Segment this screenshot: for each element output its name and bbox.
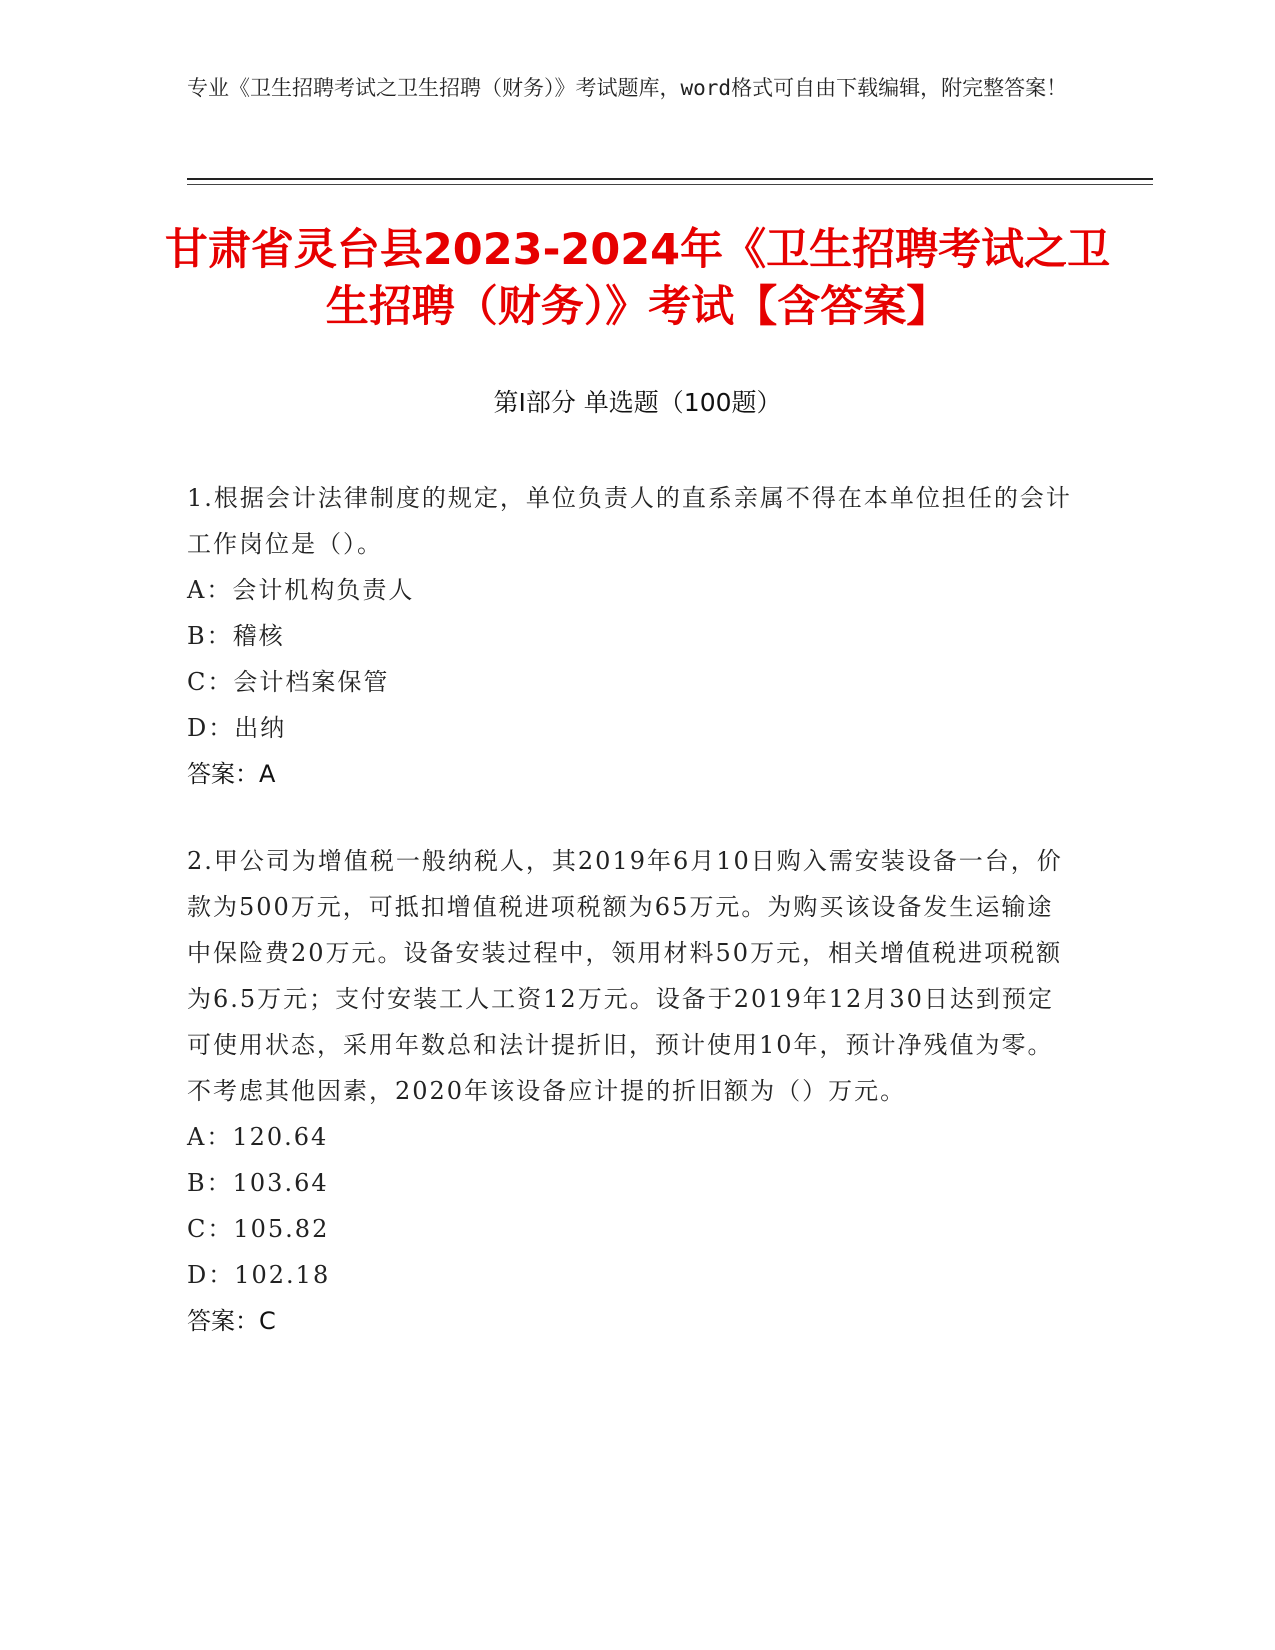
option-a: A：会计机构负责人 (187, 576, 415, 604)
question-list (187, 475, 1077, 1385)
document-title: 甘肃省灵台县2023-2024年《卫生招聘考试之卫生招聘（财务）》考试【含答案】 (164, 225, 1111, 332)
option-b: B：稽核 (187, 622, 285, 650)
option-d: D：102.18 (187, 1261, 331, 1289)
header-divider-thin (187, 184, 1153, 185)
option-c: C：会计档案保管 (187, 668, 390, 696)
header-note: 专业《卫生招聘考试之卫生招聘（财务）》考试题库，word格式可自由下载编辑，附完整答案！ (187, 76, 1068, 100)
option-a: A：120.64 (187, 1123, 329, 1151)
answer: 答案：A (187, 760, 276, 788)
question-stem: 2.甲公司为增值税一般纳税人，其2019年6月10日购入需安装设备一台，价款为500万元，可抵扣增值税进项税额为65万元。为购买该设备发生运输途中保险费20万元。设备安装过程中，领用材料50万元，相关增值税进项税额为6.5万元；支付安装工人工资12万元。设备于2019年12月30日达到预定可使用状态，采用年数总和法计提折旧，预计使用10年，预计净残值为零。不考虑其他因素，2020年该设备应计提的折旧额为（）万元。 (187, 847, 1063, 1105)
question-stem: 1.根据会计法律制度的规定，单位负责人的直系亲属不得在本单位担任的会计工作岗位是（）。 (187, 484, 1072, 558)
question-2 (187, 838, 1077, 1344)
option-b: B：103.64 (187, 1169, 329, 1197)
option-c: C：105.82 (187, 1215, 330, 1243)
option-d: D：出纳 (187, 714, 287, 742)
header-divider-thick (187, 178, 1153, 180)
answer: 答案：C (187, 1307, 276, 1335)
question-1 (187, 475, 1077, 797)
section-title: 第Ⅰ部分 单选题（100题） (493, 388, 782, 417)
